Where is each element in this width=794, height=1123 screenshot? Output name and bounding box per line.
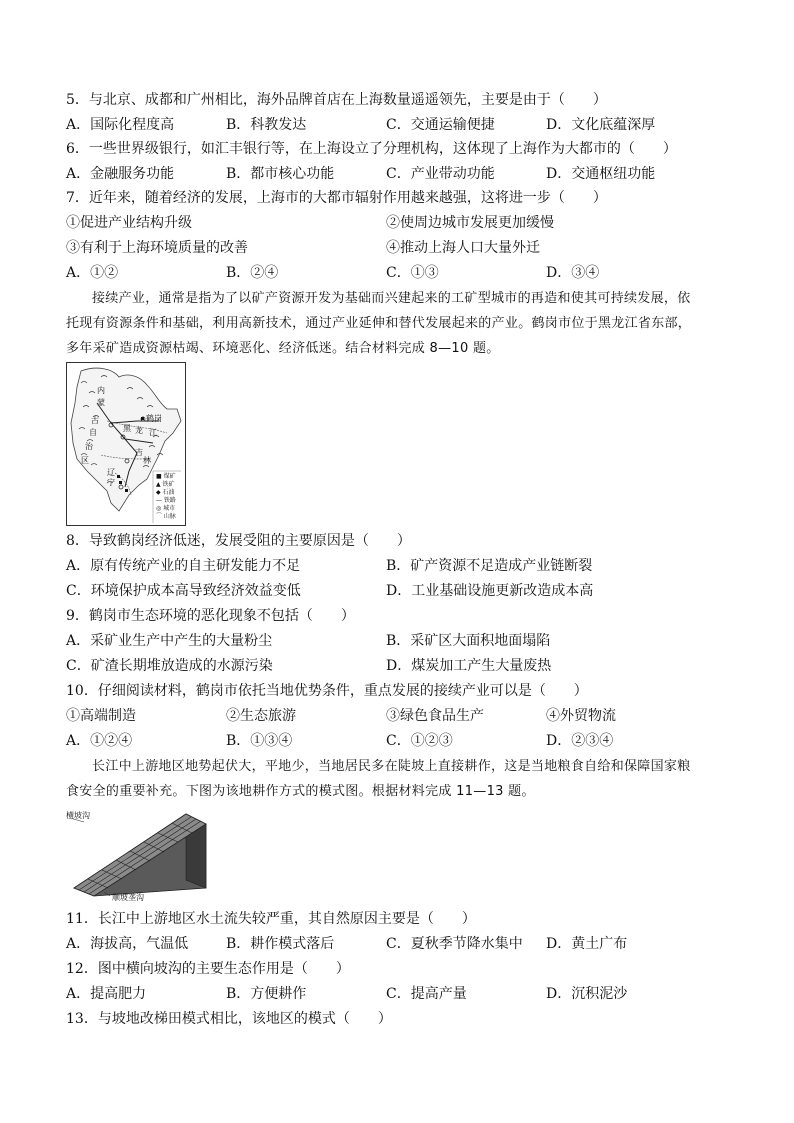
q8-stem: 8．导致鹤岗经济低迷，发展受阻的主要原因是（ ） xyxy=(66,533,411,549)
q7-stem: 7．近年来，随着经济的发展，上海市的大都市辐射作用越来越强，这将进一步（ ） xyxy=(66,190,607,206)
slope-farming-diagram xyxy=(66,808,216,900)
map-label-ji: 吉 xyxy=(135,448,143,457)
northeast-china-map xyxy=(66,362,186,526)
q11-option-d: D．黄土广布 xyxy=(546,936,628,952)
q10-option-c: C．①②③ xyxy=(386,733,453,749)
q6-option-c: C．产业带动功能 xyxy=(386,166,495,182)
q6-option-d: D．交通枢纽功能 xyxy=(546,166,656,182)
q10-option-d: D．②③④ xyxy=(546,733,614,749)
q8-option-b: B．矿产资源不足造成产业链断裂 xyxy=(386,558,593,574)
slope-drawing xyxy=(66,808,216,900)
q8-option-c: C．环境保护成本高导致经济效益变低 xyxy=(66,583,301,599)
q7-option-d: D．③④ xyxy=(546,265,600,281)
map-label-liao: 辽 xyxy=(107,468,115,477)
map-label-ning: 宁 xyxy=(107,478,115,487)
q12-stem: 12．图中横向坡沟的主要生态作用是（ ） xyxy=(66,961,350,977)
q8-option-d: D．工业基础设施更新改造成本高 xyxy=(386,583,594,599)
legend-mountain: ⌒ 山脉 xyxy=(156,513,176,520)
q13-stem: 13．与坡地改梯田模式相比，该地区的模式（ ） xyxy=(66,1011,392,1027)
q6-option-b: B．都市核心功能 xyxy=(226,166,335,182)
q5-stem: 5．与北京、成都和广州相比，海外品牌首店在上海数量遥遥领先，主要是由于（ ） xyxy=(66,92,607,108)
map-label-long: 龙 xyxy=(135,426,143,435)
q10-item-4: ④外贸物流 xyxy=(546,708,616,724)
material2-line-2: 食安全的重要补充。下图为该地耕作方式的模式图。根据材料完成 11—13 题。 xyxy=(66,784,535,799)
q5-option-d: D．文化底蕴深厚 xyxy=(546,117,656,133)
q7-item-3: ③有利于上海环境质量的改善 xyxy=(66,240,248,256)
q7-item-4: ④推动上海人口大量外迁 xyxy=(386,240,540,256)
slope-label-cross-ditch: 横坡沟 xyxy=(66,811,90,820)
q7-option-a: A．①② xyxy=(66,265,119,281)
map-label-gu: 古 xyxy=(91,416,99,425)
q6-stem: 6．一些世界级银行，如汇丰银行等，在上海设立了分理机构，这体现了上海作为大都市的（ ） xyxy=(66,141,677,157)
map-label-hei: 黑 xyxy=(123,424,131,433)
q10-item-1: ①高端制造 xyxy=(66,708,136,724)
q7-item-1: ①促进产业结构升级 xyxy=(66,215,192,231)
map-label-zhi: 治 xyxy=(85,442,93,451)
slope-label-down-ridge: 顺坡垄沟 xyxy=(112,893,144,902)
q12-option-c: C．提高产量 xyxy=(386,986,467,1002)
q7-option-c: C．①③ xyxy=(386,265,439,281)
q6-option-a: A．金融服务功能 xyxy=(66,166,175,182)
q7-option-b: B．②④ xyxy=(226,265,279,281)
map-label-hegang: 鹤岗 xyxy=(146,414,162,423)
q9-option-b: B．采矿区大面积地面塌陷 xyxy=(386,633,551,649)
map-label-meng: 蒙 xyxy=(97,398,105,407)
legend-railway: — 铁路 xyxy=(156,497,176,504)
q7-item-2: ②使周边城市发展更加缓慢 xyxy=(386,215,554,231)
q11-option-c: C．夏秋季节降水集中 xyxy=(386,936,523,952)
q10-option-a: A．①②④ xyxy=(66,733,133,749)
q8-option-a: A．原有传统产业的自主研发能力不足 xyxy=(66,558,301,574)
q11-option-b: B．耕作模式落后 xyxy=(226,936,335,952)
q9-stem: 9．鹤岗市生态环境的恶化现象不包括（ ） xyxy=(66,608,355,624)
legend-coal: ■ 煤矿 xyxy=(156,473,176,480)
q9-option-d: D．煤炭加工产生大量废热 xyxy=(386,658,552,674)
q5-option-a: A．国际化程度高 xyxy=(66,117,175,133)
q9-option-c: C．矿渣长期堆放造成的水源污染 xyxy=(66,658,273,674)
q11-option-a: A．海拔高，气温低 xyxy=(66,936,189,952)
map-legend xyxy=(156,473,176,521)
material1-line-1: 接续产业，通常是指为了以矿产资源开发为基础而兴建起来的工矿型城市的再造和使其可持续发展，依 xyxy=(92,291,691,306)
q10-option-b: B．①③④ xyxy=(226,733,293,749)
map-label-jiang: 江 xyxy=(149,428,157,437)
q12-option-b: B．方便耕作 xyxy=(226,986,307,1002)
q12-option-a: A．提高肥力 xyxy=(66,986,147,1002)
legend-oil: ◆ 石油 xyxy=(156,489,175,496)
map-label-zi: 自 xyxy=(89,428,97,437)
map-label-qu: 区 xyxy=(81,456,89,465)
map-label-lin: 林 xyxy=(143,456,151,465)
q5-option-c: C．交通运输便捷 xyxy=(386,117,495,133)
q10-item-3: ③绿色食品生产 xyxy=(386,708,484,724)
material1-line-3: 多年采矿造成资源枯竭、环境恶化、经济低迷。结合材料完成 8—10 题。 xyxy=(66,341,500,356)
map-label-nei: 内 xyxy=(97,386,105,395)
material1-line-2: 托现有资源条件和基础，利用高新技术，通过产业延伸和替代发展起来的产业。鹤岗市位于黑龙江省东部， xyxy=(66,316,692,331)
material2-line-1: 长江中上游地区地势起伏大，平地少，当地居民多在陡坡上直接耕作，这是当地粮食自给和保障国家粮 xyxy=(92,759,691,774)
q9-option-a: A．采矿业生产中产生的大量粉尘 xyxy=(66,633,273,649)
q11-stem: 11．长江中上游地区水土流失较严重，其自然原因主要是（ ） xyxy=(66,911,476,927)
q5-option-b: B．科教发达 xyxy=(226,117,307,133)
q10-stem: 10．仔细阅读材料，鹤岗市依托当地优势条件，重点发展的接续产业可以是（ ） xyxy=(66,683,588,699)
legend-city: ◎ 城市 xyxy=(156,505,176,512)
q12-option-d: D．沉积泥沙 xyxy=(546,986,628,1002)
q10-item-2: ②生态旅游 xyxy=(226,708,296,724)
legend-iron: ▲ 铁矿 xyxy=(156,481,175,488)
